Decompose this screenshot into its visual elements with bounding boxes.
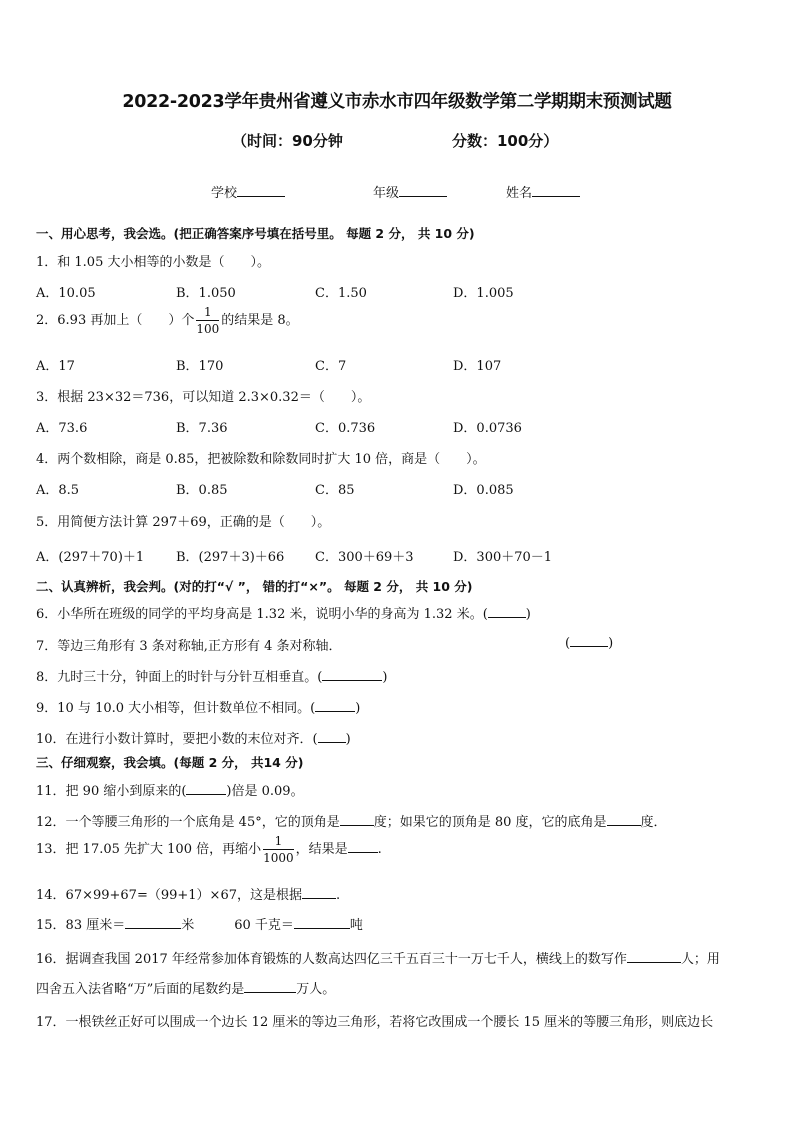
question-4: 4．两个数相除，商是 0.85，把被除数和除数同时扩大 10 倍，商是（ ）。 bbox=[36, 452, 486, 467]
question-12: 12．一个等腰三角形的一个底角是 45°，它的顶角是 度；如果它的顶角是 80 度，它的底角是 度． bbox=[36, 815, 667, 830]
section-1-heading: 一、用心思考，我会选。(把正确答案序号填在括号里。 每题 2 分， 共 10 分) bbox=[36, 226, 475, 241]
q3-option-c: C．0.736 bbox=[315, 421, 376, 436]
question-7-answer: ( ) bbox=[565, 636, 614, 651]
q1-option-b: B．1.050 bbox=[176, 286, 236, 301]
question-16-line-1: 16．据调查我国 2017 年经常参加体育锻炼的人数高达四亿三千五百三十一万七千人，横线上的数写作 人；用 bbox=[36, 952, 720, 967]
school-field: 学校 bbox=[211, 182, 285, 201]
answer-blank bbox=[244, 981, 296, 993]
question-9: 9．10 与 10.0 大小相等，但计数单位不相同。( ) bbox=[36, 701, 361, 716]
question-17: 17．一根铁丝正好可以围成一个边长 12 厘米的等边三角形，若将它改围成一个腰长 15 厘米的等腰三角形，则底边长 bbox=[36, 1015, 714, 1030]
grade-field: 年级 bbox=[373, 182, 447, 201]
answer-blank bbox=[570, 635, 608, 647]
q5-option-c: C．300＋69＋3 bbox=[315, 550, 414, 565]
section-2-heading: 二、认真辨析，我会判。(对的打“√ ”， 错的打“×”。 每题 2 分， 共 10 分) bbox=[36, 579, 473, 594]
fraction: $\frac{1}{100}$ bbox=[196, 305, 220, 336]
q1-option-d: D．1.005 bbox=[453, 286, 514, 301]
q4-option-d: D．0.085 bbox=[453, 483, 514, 498]
question-15: 15．83 厘米＝ 米 60 千克＝ 吨 bbox=[36, 918, 363, 933]
question-14: 14．67×99+67=（99+1）×67，这是根据 . bbox=[36, 888, 341, 903]
answer-blank bbox=[294, 917, 350, 929]
name-field: 姓名 bbox=[506, 182, 580, 201]
q3-option-d: D．0.0736 bbox=[453, 421, 522, 436]
question-6: 6．小华所在班级的同学的平均身高是 1.32 米，说明小华的身高为 1.32 米。( ) bbox=[36, 607, 531, 622]
question-8: 8．九时三十分，钟面上的时针与分针互相垂直。( ) bbox=[36, 670, 388, 685]
question-5: 5．用简便方法计算 297＋69，正确的是（ ）。 bbox=[36, 515, 331, 530]
grade-blank bbox=[399, 184, 447, 197]
name-blank bbox=[532, 184, 580, 197]
q4-option-b: B．0.85 bbox=[176, 483, 228, 498]
question-3: 3．根据 23×32＝736，可以知道 2.3×0.32＝（ ）。 bbox=[36, 390, 371, 405]
answer-blank bbox=[318, 731, 346, 743]
question-2: 2．6.93 再加上（ ）个 $\frac{1}{100}$ 的结果是 8。 bbox=[36, 305, 299, 336]
exam-score: 分数：100分） bbox=[452, 132, 559, 150]
answer-blank bbox=[348, 841, 378, 853]
section-3-heading: 三、仔细观察，我会填。(每题 2 分， 共14 分) bbox=[36, 755, 304, 770]
q1-option-c: C．1.50 bbox=[315, 286, 367, 301]
answer-blank bbox=[488, 606, 526, 618]
school-blank bbox=[237, 184, 285, 197]
q1-option-a: A．10.05 bbox=[36, 286, 96, 301]
fraction: $\frac{1}{1000}$ bbox=[263, 834, 294, 865]
answer-blank bbox=[125, 917, 181, 929]
question-13: 13．把 17.05 先扩大 100 倍，再缩小 $\frac{1}{1000}$ ，结果是 . bbox=[36, 834, 382, 865]
answer-blank bbox=[607, 814, 641, 826]
answer-blank bbox=[627, 951, 681, 963]
answer-blank bbox=[315, 700, 355, 712]
q2-option-b: B．170 bbox=[176, 359, 224, 374]
q4-option-c: C．85 bbox=[315, 483, 355, 498]
q2-option-d: D．107 bbox=[453, 359, 502, 374]
question-10: 10．在进行小数计算时，要把小数的末位对齐．( ) bbox=[36, 732, 351, 747]
q5-option-a: A．(297＋70)＋1 bbox=[36, 550, 145, 565]
q3-option-a: A．73.6 bbox=[36, 421, 88, 436]
answer-blank bbox=[186, 783, 226, 795]
answer-blank bbox=[340, 814, 374, 826]
q5-option-b: B．(297＋3)＋66 bbox=[176, 550, 285, 565]
q2-option-a: A．17 bbox=[36, 359, 75, 374]
exam-time: （时间：90分钟 bbox=[232, 132, 343, 150]
answer-blank bbox=[302, 887, 336, 899]
question-16-line-2: 四舍五入法省略“万”后面的尾数约是 万人。 bbox=[36, 982, 336, 997]
q2-option-c: C．7 bbox=[315, 359, 347, 374]
question-7: 7．等边三角形有 3 条对称轴,正方形有 4 条对称轴． bbox=[36, 639, 342, 654]
q5-option-d: D．300＋70－1 bbox=[453, 550, 553, 565]
q4-option-a: A．8.5 bbox=[36, 483, 80, 498]
question-11: 11．把 90 缩小到原来的( )倍是 0.09。 bbox=[36, 784, 304, 799]
exam-title: 2022-2023学年贵州省遵义市赤水市四年级数学第二学期期末预测试题 bbox=[122, 92, 672, 112]
question-1: 1．和 1.05 大小相等的小数是（ ）。 bbox=[36, 255, 270, 270]
answer-blank bbox=[322, 669, 382, 681]
q3-option-b: B．7.36 bbox=[176, 421, 228, 436]
